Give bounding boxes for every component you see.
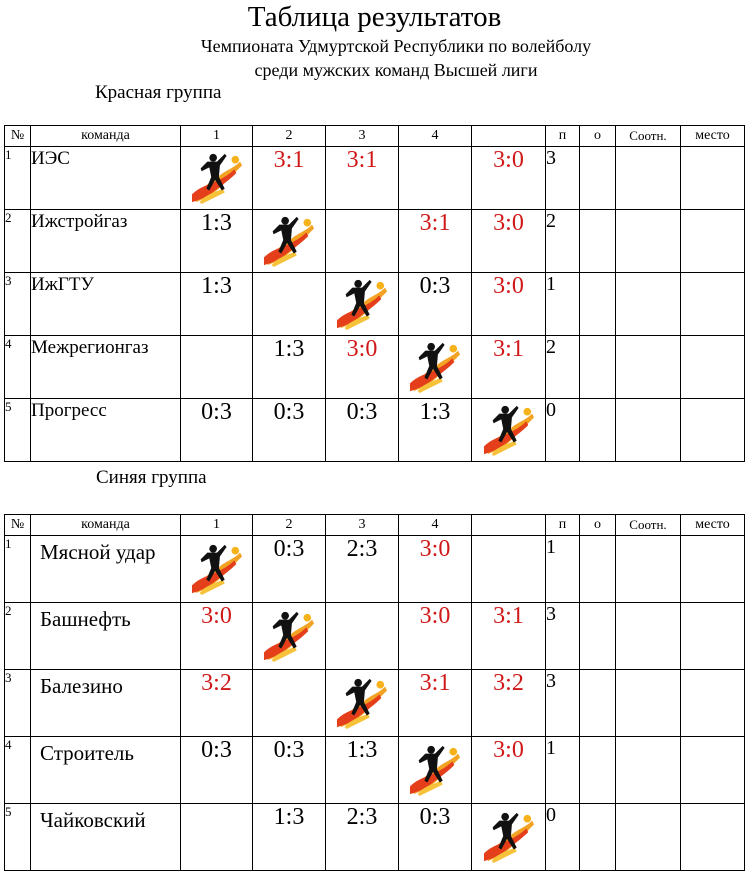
score-cell: 2:3 <box>326 804 399 871</box>
score-cell: 0:3 <box>253 399 326 462</box>
score-cell <box>326 210 399 273</box>
place-cell <box>681 273 745 336</box>
ratio-cell <box>616 147 681 210</box>
ratio-cell <box>616 399 681 462</box>
team-name: Ижстройгаз <box>31 210 181 273</box>
diagonal-cell <box>326 273 399 336</box>
ratio-cell <box>616 336 681 399</box>
diagonal-cell <box>326 670 399 737</box>
table-row <box>5 737 745 804</box>
points-cell: 3 <box>546 603 580 670</box>
score-cell: 2:3 <box>326 536 399 603</box>
team-name: Прогресс <box>31 399 181 462</box>
header-col-4: 4 <box>399 126 472 147</box>
team-name: ИжГТУ <box>31 273 181 336</box>
score-cell: 0:3 <box>253 536 326 603</box>
o-cell <box>580 273 616 336</box>
score-cell <box>181 336 253 399</box>
table-row <box>5 670 745 737</box>
score-cell: 0:3 <box>181 737 253 804</box>
score-cell: 1:3 <box>181 210 253 273</box>
score-cell: 3:1 <box>326 147 399 210</box>
header-points: п <box>546 126 580 147</box>
diagonal-cell <box>181 536 253 603</box>
header-team: команда <box>31 126 181 147</box>
row-number: 2 <box>5 603 31 670</box>
header-team: команда <box>31 515 181 536</box>
place-cell <box>681 670 745 737</box>
volleyball-player-icon <box>262 215 316 267</box>
table-row <box>5 399 745 462</box>
place-cell <box>681 603 745 670</box>
row-number: 1 <box>5 536 31 603</box>
volleyball-player-icon <box>335 278 389 330</box>
blue-group-label: Синяя группа <box>96 467 207 488</box>
team-name: Межрегионгаз <box>31 336 181 399</box>
place-cell <box>681 804 745 871</box>
points-cell: 0 <box>546 399 580 462</box>
red-group-label: Красная группа <box>95 82 222 103</box>
points-cell: 2 <box>546 210 580 273</box>
score-cell: 1:3 <box>181 273 253 336</box>
points-cell: 1 <box>546 273 580 336</box>
diagonal-cell <box>472 399 546 462</box>
o-cell <box>580 804 616 871</box>
header-col-2: 2 <box>253 126 326 147</box>
points-cell: 2 <box>546 336 580 399</box>
score-cell: 1:3 <box>326 737 399 804</box>
diagonal-cell <box>253 603 326 670</box>
o-cell <box>580 336 616 399</box>
score-cell <box>399 147 472 210</box>
row-number: 4 <box>5 737 31 804</box>
points-cell: 1 <box>546 737 580 804</box>
page-title: Таблица результатов <box>247 1 502 33</box>
ratio-cell <box>616 804 681 871</box>
header-o: о <box>580 515 616 536</box>
team-name: Мясной удар <box>31 536 181 603</box>
header-col-4: 4 <box>399 515 472 536</box>
table-header-row <box>5 515 745 536</box>
header-col-1: 1 <box>181 515 253 536</box>
score-cell: 1:3 <box>253 804 326 871</box>
team-name: Чайковский <box>31 804 181 871</box>
score-cell: 3:2 <box>181 670 253 737</box>
place-cell <box>681 210 745 273</box>
o-cell <box>580 670 616 737</box>
row-number: 2 <box>5 210 31 273</box>
row-number: 5 <box>5 399 31 462</box>
header-num: № <box>5 126 31 147</box>
ratio-cell <box>616 670 681 737</box>
score-cell: 3:0 <box>181 603 253 670</box>
score-cell: 0:3 <box>399 804 472 871</box>
diagonal-cell <box>399 336 472 399</box>
subtitle-line-1: Чемпионата Удмуртской Республики по волейболу <box>200 36 592 56</box>
score-cell: 3:0 <box>472 210 546 273</box>
ratio-cell <box>616 603 681 670</box>
ratio-cell <box>616 536 681 603</box>
diagonal-cell <box>181 147 253 210</box>
score-cell: 0:3 <box>181 399 253 462</box>
header-col-5 <box>472 515 546 536</box>
volleyball-player-icon <box>408 744 462 796</box>
row-number: 3 <box>5 670 31 737</box>
place-cell <box>681 536 745 603</box>
team-name: Балезино <box>31 670 181 737</box>
score-cell: 3:0 <box>326 336 399 399</box>
score-cell: 3:1 <box>399 210 472 273</box>
place-cell <box>681 737 745 804</box>
team-name: Строитель <box>31 737 181 804</box>
volleyball-player-icon <box>190 152 244 204</box>
volleyball-player-icon <box>482 404 536 456</box>
score-cell: 3:1 <box>472 336 546 399</box>
place-cell <box>681 147 745 210</box>
table-row <box>5 273 745 336</box>
score-cell <box>253 670 326 737</box>
points-cell: 3 <box>546 147 580 210</box>
o-cell <box>580 210 616 273</box>
table-row <box>5 147 745 210</box>
ratio-cell <box>616 273 681 336</box>
ratio-cell <box>616 210 681 273</box>
score-cell <box>253 273 326 336</box>
table-row <box>5 536 745 603</box>
score-cell: 3:1 <box>399 670 472 737</box>
o-cell <box>580 399 616 462</box>
place-cell <box>681 399 745 462</box>
row-number: 5 <box>5 804 31 871</box>
volleyball-player-icon <box>335 677 389 729</box>
score-cell: 3:1 <box>472 603 546 670</box>
score-cell: 3:0 <box>472 737 546 804</box>
score-cell: 3:0 <box>472 273 546 336</box>
header-col-2: 2 <box>253 515 326 536</box>
o-cell <box>580 603 616 670</box>
header-ratio: Соотн. <box>616 126 681 147</box>
score-cell: 1:3 <box>399 399 472 462</box>
o-cell <box>580 536 616 603</box>
blue-group-table <box>4 514 745 871</box>
row-number: 4 <box>5 336 31 399</box>
score-cell: 3:0 <box>472 147 546 210</box>
ratio-cell <box>616 737 681 804</box>
o-cell <box>580 737 616 804</box>
diagonal-cell <box>399 737 472 804</box>
volleyball-player-icon <box>262 610 316 662</box>
points-cell: 0 <box>546 804 580 871</box>
header-o: о <box>580 126 616 147</box>
header-col-5 <box>472 126 546 147</box>
table-row <box>5 336 745 399</box>
table-row <box>5 210 745 273</box>
table-header-row <box>5 126 745 147</box>
table-row <box>5 804 745 871</box>
place-cell <box>681 336 745 399</box>
row-number: 1 <box>5 147 31 210</box>
score-cell: 3:1 <box>253 147 326 210</box>
header-col-3: 3 <box>326 515 399 536</box>
o-cell <box>580 147 616 210</box>
volleyball-player-icon <box>190 543 244 595</box>
red-group-table <box>4 125 745 462</box>
team-name: ИЭС <box>31 147 181 210</box>
points-cell: 1 <box>546 536 580 603</box>
score-cell <box>326 603 399 670</box>
header-col-3: 3 <box>326 126 399 147</box>
row-number: 3 <box>5 273 31 336</box>
header-place: место <box>681 515 745 536</box>
volleyball-player-icon <box>482 811 536 863</box>
score-cell: 0:3 <box>326 399 399 462</box>
header-col-1: 1 <box>181 126 253 147</box>
diagonal-cell <box>253 210 326 273</box>
diagonal-cell <box>472 804 546 871</box>
header-num: № <box>5 515 31 536</box>
score-cell: 0:3 <box>399 273 472 336</box>
score-cell: 3:0 <box>399 536 472 603</box>
header-place: место <box>681 126 745 147</box>
table-row <box>5 603 745 670</box>
team-name: Башнефть <box>31 603 181 670</box>
score-cell: 3:2 <box>472 670 546 737</box>
points-cell: 3 <box>546 670 580 737</box>
score-cell <box>181 804 253 871</box>
volleyball-player-icon <box>408 341 462 393</box>
score-cell <box>472 536 546 603</box>
header-points: п <box>546 515 580 536</box>
score-cell: 3:0 <box>399 603 472 670</box>
score-cell: 0:3 <box>253 737 326 804</box>
score-cell: 1:3 <box>253 336 326 399</box>
header-ratio: Соотн. <box>616 515 681 536</box>
subtitle-line-2: среди мужских команд Высшей лиги <box>254 60 538 80</box>
